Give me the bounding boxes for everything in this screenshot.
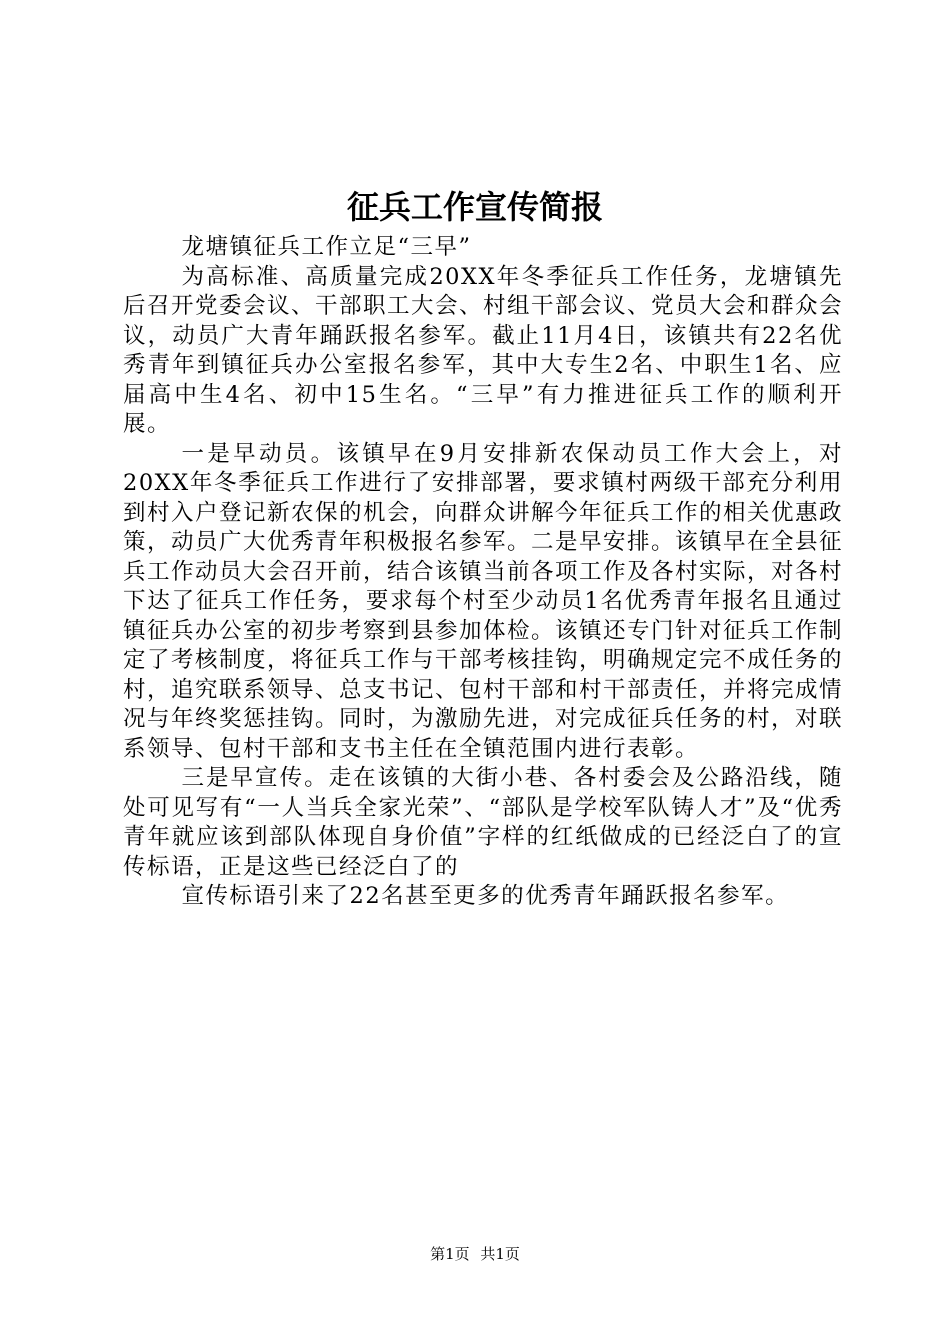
paragraph-conclusion: 宣传标语引来了22名甚至更多的优秀青年踊跃报名参军。 <box>181 883 790 909</box>
page-number: 第1页 <box>430 1245 470 1263</box>
paragraph-subtitle: 龙塘镇征兵工作立足“三早” <box>181 234 472 260</box>
paragraph-intro: 为高标准、高质量完成20XX年冬季征兵工作任务，龙塘镇先后召开党委会议、干部职工大会、村组干部会议、党员大会和群众会议，动员广大青年踊跃报名参军。截止11月4日，该镇共有22名优秀青年到镇征兵办公室报名参军，其中大专生2名、中职生1名、应届高中生4名、初中15生名。“三早”有力推进征兵工作的顺利开展。 <box>123 263 844 437</box>
paragraph-mobilization: 一是早动员。该镇早在9月安排新农保动员工作大会上，对20XX年冬季征兵工作进行了安排部署，要求镇村两级干部充分利用到村入户登记新农保的机会，向群众讲解今年征兵工作的相关优惠政策，动员广大优秀青年积极报名参军。二是早安排。该镇早在全县征兵工作动员大会召开前，结合该镇当前各项工作及各村实际，对各村下达了征兵工作任务，要求每个村至少动员1名优秀青年报名且通过镇征兵办公室的初步考察到县参加体检。该镇还专门针对征兵工作制定了考核制度，将征兵工作与干部考核挂钩，明确规定完不成任务的村，追究联系领导、总支书记、包村干部和村干部责任，并将完成情况与年终奖惩挂钩。同时，为激励先进，对完成征兵任务的村，对联系领导、包村干部和支书主任在全镇范围内进行表彰。 <box>123 440 844 762</box>
document-body <box>123 233 843 912</box>
page-total: 共1页 <box>480 1245 520 1263</box>
page-title: 征兵工作宣传简报 <box>346 188 603 226</box>
paragraph-publicity: 三是早宣传。走在该镇的大街小巷、各村委会及公路沿线，随处可见写有“一人当兵全家光荣”、“部队是学校军队铸人才”及“优秀青年就应该到部队体现自身价值”字样的红纸做成的已经泛白了的宣传标语，正是这些已经泛白了的 <box>123 765 843 880</box>
page-footer <box>0 1244 950 1264</box>
